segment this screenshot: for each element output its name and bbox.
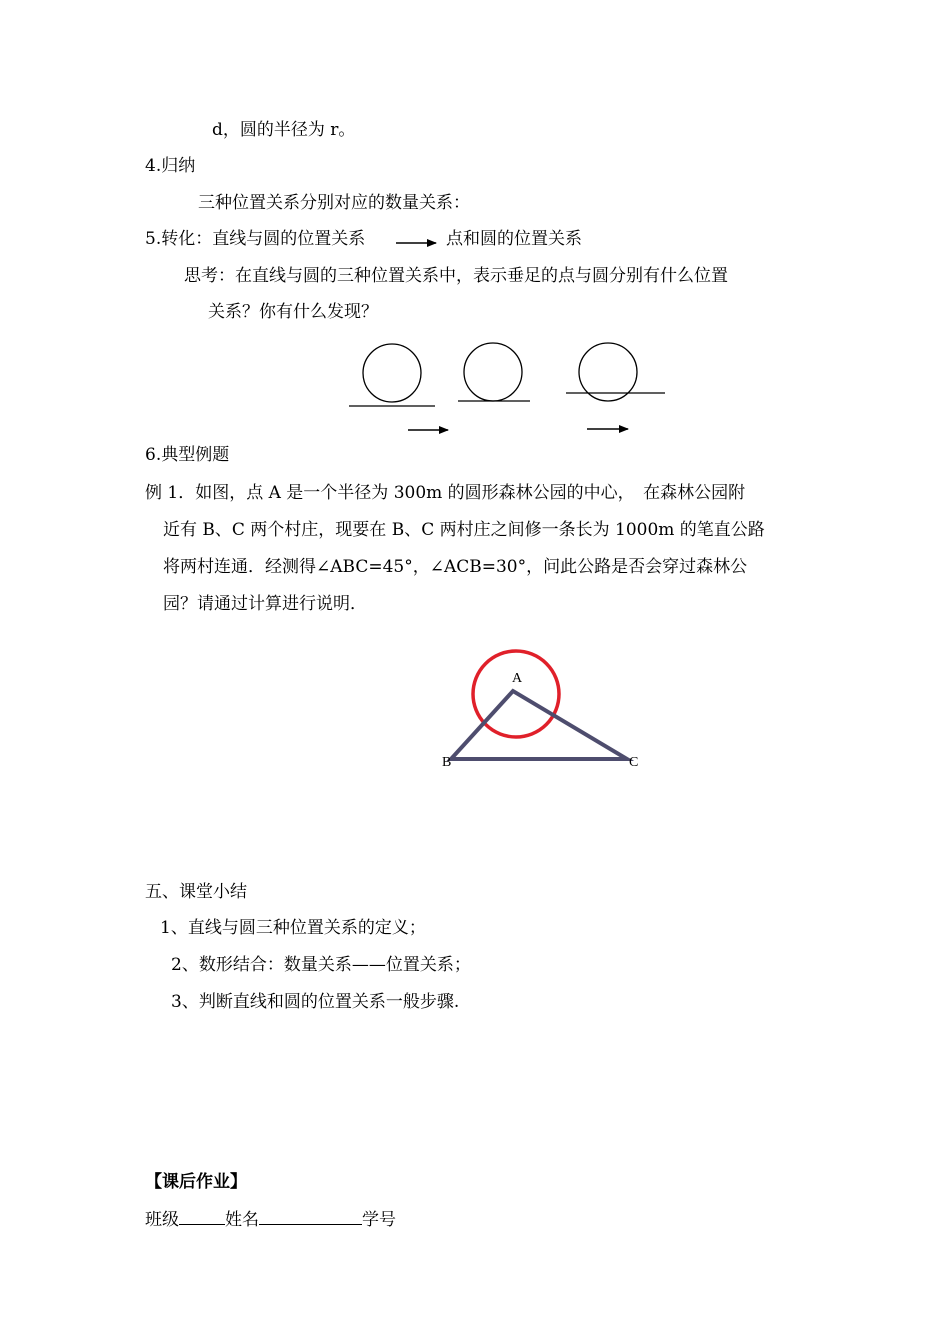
transform-target: 点和圆的位置关系 xyxy=(446,229,582,249)
heading-examples: 6.典型例题 xyxy=(145,445,230,465)
id-label: 学号 xyxy=(362,1210,396,1230)
name-label: 姓名 xyxy=(225,1210,259,1230)
radius-line: d，圆的半径为 r。 xyxy=(212,120,356,140)
circle-intersect xyxy=(579,343,637,401)
example-line-2: 近有 B、C 两个村庄，现要在 B、C 两村庄之间修一条长为 1000m 的笔直公路 xyxy=(163,520,765,540)
think-line-1: 思考：在直线与圆的三种位置关系中，表示垂足的点与圆分别有什么位置 xyxy=(184,266,728,286)
relation-text: 三种位置关系分别对应的数量关系： xyxy=(198,193,470,213)
label-a: A xyxy=(512,671,523,686)
circle-line-diagrams xyxy=(349,343,665,406)
transform-text: 5.转化：直线与圆的位置关系 xyxy=(145,229,366,249)
label-b: B xyxy=(442,755,452,770)
summary-item-3: 3、判断直线和圆的位置关系一般步骤. xyxy=(171,992,460,1012)
circle-separate xyxy=(363,344,421,402)
summary-heading: 五、课堂小结 xyxy=(145,882,247,902)
label-c: C xyxy=(629,755,639,770)
class-label: 班级 xyxy=(145,1210,179,1230)
example-line-3: 将两村连通．经测得∠ABC=45°，∠ACB=30°，问此公路是否会穿过森林公 xyxy=(163,557,748,577)
example-line-4: 园？请通过计算进行说明． xyxy=(163,594,367,614)
circle-tangent xyxy=(464,343,522,401)
triangle-abc xyxy=(451,691,627,759)
homework-heading: 【课后作业】 xyxy=(145,1172,247,1192)
heading-induction: 4.归纳 xyxy=(145,156,196,176)
summary-item-1: 1、直线与圆三种位置关系的定义； xyxy=(160,918,426,938)
example-line-1: 例 1．如图，点 A 是一个半径为 300m 的圆形森林公园的中心， 在森林公园附 xyxy=(145,483,746,503)
summary-item-2: 2、数形结合：数量关系——位置关系； xyxy=(171,955,471,975)
think-line-2: 关系？你有什么发现？ xyxy=(208,302,378,322)
